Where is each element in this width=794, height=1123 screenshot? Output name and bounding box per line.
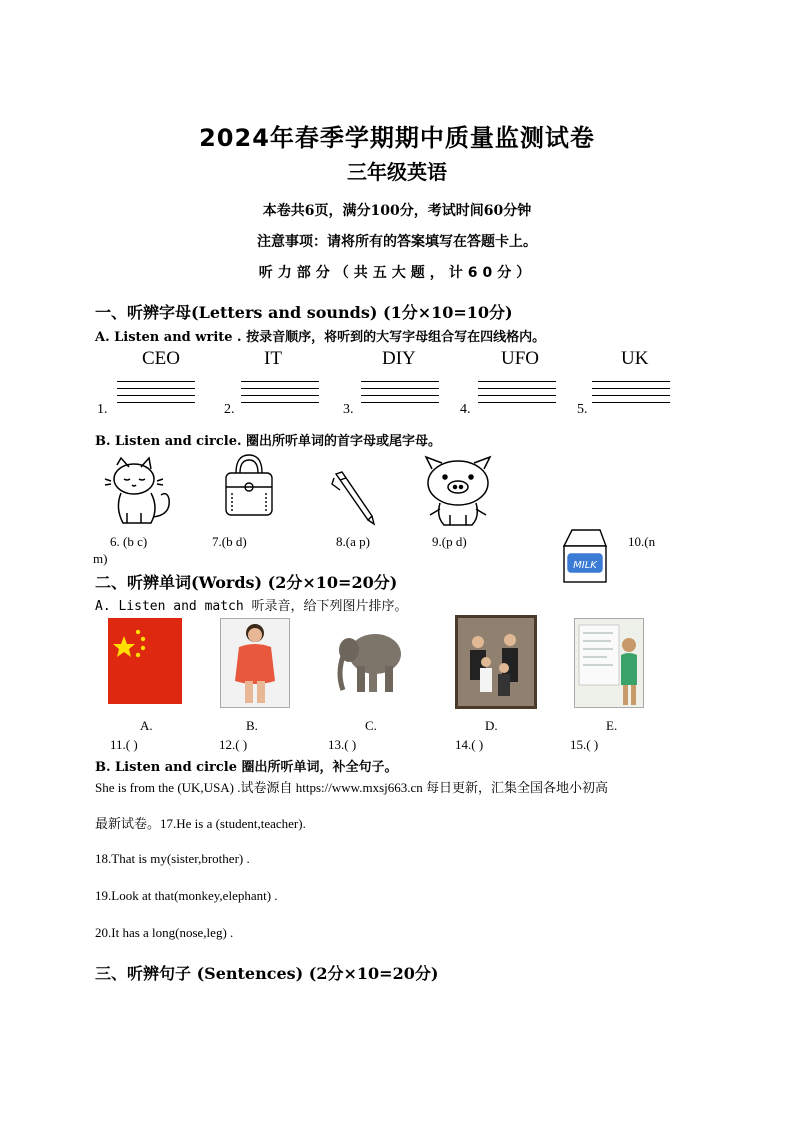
woman-photo xyxy=(220,618,290,708)
picture-label-d: D. xyxy=(485,718,498,733)
sentence-16: She is from the (UK,USA) .试卷源自 https://www.mxsj663.cn 每日更新，汇集全国各地小初高 xyxy=(95,780,609,795)
picture-label-c: C. xyxy=(365,718,377,733)
word-it: IT xyxy=(264,348,282,369)
section1-heading: 一、听辨字母(Letters and sounds) (1分×10=10分) xyxy=(95,303,513,322)
four-line-grid-4 xyxy=(478,381,556,409)
option-8: 8.(a p) xyxy=(336,534,370,549)
section2-part-a: A. Listen and match 听录音，给下列图片排序。 xyxy=(95,599,408,614)
four-line-grid-2 xyxy=(241,381,319,409)
milk-carton-icon xyxy=(558,528,610,584)
blank-11: 11.( ) xyxy=(110,737,138,752)
picture-label-e: E. xyxy=(606,718,618,733)
section2-part-b: B. Listen and circle 圈出所听单词，补全句子。 xyxy=(95,760,398,775)
blank-15: 15.( ) xyxy=(570,737,599,752)
option-7: 7.(b d) xyxy=(212,534,247,549)
elephant-photo xyxy=(333,618,407,702)
four-line-grid-3 xyxy=(361,381,439,409)
blank-number-1: 1. xyxy=(97,402,108,417)
sentence-19: 19.Look at that(monkey,elephant) . xyxy=(95,888,278,903)
blank-number-3: 3. xyxy=(343,402,354,417)
four-line-grid-1 xyxy=(117,381,195,409)
word-uk: UK xyxy=(621,348,649,369)
sentence-17: 最新试卷。17.He is a (student,teacher). xyxy=(95,816,306,831)
pen-icon xyxy=(330,470,380,526)
blank-13: 13.( ) xyxy=(328,737,357,752)
blank-number-4: 4. xyxy=(460,402,471,417)
word-ufo: UFO xyxy=(501,348,540,369)
milk-label: MILK xyxy=(573,560,597,571)
handbag-icon xyxy=(222,453,276,519)
four-line-grid-5 xyxy=(592,381,670,409)
blank-12: 12.( ) xyxy=(219,737,248,752)
section1-part-a: A. Listen and write . 按录音顺序，将听到的大写字母组合写在四线格内。 xyxy=(95,330,546,345)
exam-title: 2024年春季学期期中质量监测试卷 xyxy=(199,124,595,152)
word-ceo: CEO xyxy=(142,348,180,369)
cat-icon xyxy=(103,455,185,530)
china-flag-image xyxy=(108,618,182,704)
word-diy: DIY xyxy=(382,348,416,369)
sentence-18: 18.That is my(sister,brother) . xyxy=(95,851,250,866)
exam-subtitle: 三年级英语 xyxy=(347,160,447,184)
section2-heading: 二、听辨单词(Words) (2分×10=20分) xyxy=(95,573,398,592)
section3-heading: 三、听辨句子 (Sentences) (2分×10=20分) xyxy=(95,964,439,983)
exam-info: 本卷共6页，满分100分，考试时间60分钟 xyxy=(262,203,532,219)
blank-number-2: 2. xyxy=(224,402,235,417)
teacher-photo xyxy=(574,618,644,708)
option-10-cont: m) xyxy=(93,551,108,566)
option-9: 9.(p d) xyxy=(432,534,467,549)
option-10: 10.(n xyxy=(628,534,656,549)
blank-14: 14.( ) xyxy=(455,737,484,752)
exam-notice: 注意事项：请将所有的答案填写在答题卡上。 xyxy=(257,234,537,250)
listening-part-heading: 听力部分（共五大题，计60分） xyxy=(258,265,536,281)
sentence-20: 20.It has a long(nose,leg) . xyxy=(95,925,234,940)
picture-label-a: A. xyxy=(140,718,153,733)
section1-part-b: B. Listen and circle. 圈出所听单词的首字母或尾字母。 xyxy=(95,434,442,449)
picture-label-b: B. xyxy=(246,718,258,733)
family-photo xyxy=(455,615,537,709)
option-6: 6. (b c) xyxy=(110,534,148,549)
pig-icon xyxy=(420,453,496,529)
blank-number-5: 5. xyxy=(577,402,588,417)
